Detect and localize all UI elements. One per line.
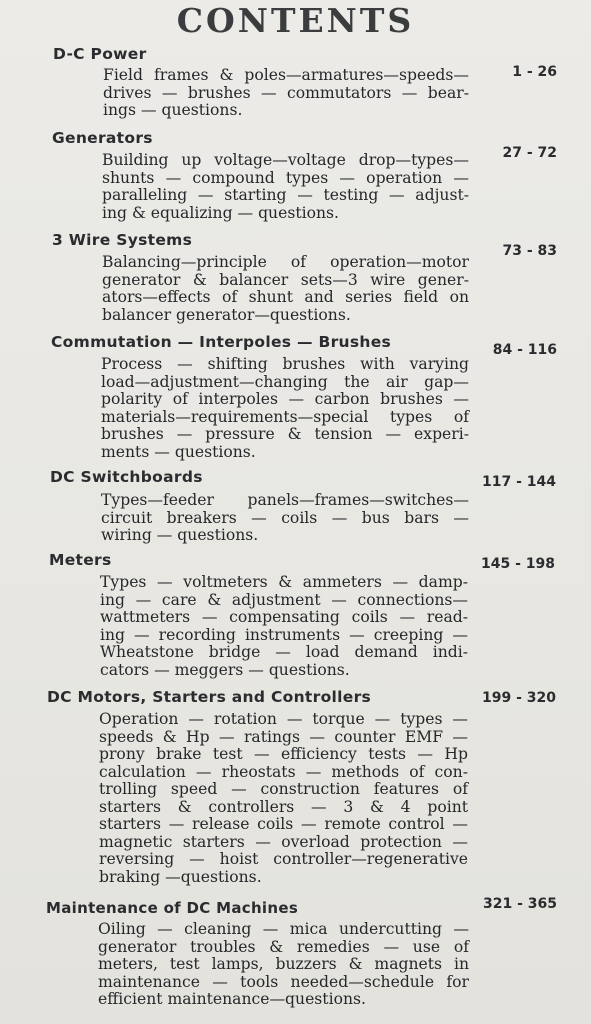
toc-line: generator troubles & remedies — use of [98, 937, 469, 956]
toc-line: Oiling — cleaning — mica undercutting — [98, 920, 469, 938]
toc-line: ators—effects of shunt and series field on [102, 288, 469, 306]
toc-line: trolling speed — construction features of [99, 780, 468, 798]
toc-line: magnetic starters — overload protection — [99, 832, 468, 851]
toc-description [98, 921, 469, 1009]
toc-line: maintenance — tools needed—schedule for [98, 972, 469, 991]
toc-line: efficient maintenance—questions. [98, 990, 366, 1008]
toc-page-range: 145 - 198 [480, 556, 555, 572]
toc-line: speeds & Hp — ratings — counter EMF — [99, 727, 468, 746]
toc-line: load—adjustment—changing the air gap— [101, 372, 469, 391]
toc-line: ing & equalizing — questions. [102, 203, 339, 222]
toc-description [100, 574, 468, 679]
toc-description [102, 152, 469, 222]
toc-description [101, 356, 469, 461]
toc-line: Operation — rotation — torque — types — [99, 710, 468, 728]
toc-line: ing — recording instruments — creeping — [100, 625, 468, 644]
toc-line: starters & controllers — 3 & 4 point [99, 797, 468, 816]
toc-heading: Maintenance of DC Machines [46, 899, 299, 917]
toc-page-range: 321 - 365 [482, 896, 557, 912]
toc-line: circuit breakers — coils — bus bars — [101, 508, 469, 527]
toc-line: brushes — pressure & tension — experi- [101, 425, 469, 443]
toc-line: starters — release coils — remote control — [99, 815, 468, 833]
toc-line: Process — shifting brushes with varying [101, 355, 469, 373]
toc-line: generator & balancer sets—3 wire gener- [102, 270, 469, 289]
toc-line: calculation — rheostats — methods of con- [99, 762, 468, 781]
toc-line: wattmeters — compensating coils — read- [100, 608, 468, 626]
toc-page-range: 117 - 144 [481, 474, 556, 490]
toc-line: Types — voltmeters & ammeters — damp- [100, 573, 468, 591]
toc-line: ments — questions. [101, 442, 256, 461]
toc-line: meters, test lamps, buzzers & magnets in [98, 955, 469, 973]
toc-line: polarity of interpoles — carbon brushes — [101, 390, 469, 408]
toc-line: ings — questions. [103, 101, 243, 119]
toc-line: Types—feeder panels—frames—switches— [101, 491, 469, 509]
toc-line: wiring — questions. [101, 526, 259, 544]
toc-page-range: 84 - 116 [492, 342, 557, 358]
toc-description [99, 711, 468, 886]
toc-line: braking —questions. [99, 867, 262, 886]
toc-heading: DC Motors, Starters and Controllers [47, 688, 372, 706]
page-title: CONTENTS [176, 1, 415, 40]
toc-page-range: 1 - 26 [512, 64, 557, 80]
toc-line: drives — brushes — commutators — bear- [103, 83, 469, 102]
toc-heading: Meters [49, 551, 112, 569]
toc-line: Balancing—principle of operation—motor [102, 253, 469, 271]
toc-heading: D-C Power [53, 45, 147, 63]
toc-line: materials—requirements—special types of [101, 407, 469, 426]
toc-line: ing — care & adjustment — connections— [100, 590, 468, 609]
toc-line: shunts — compound types — operation — [102, 168, 469, 187]
toc-description [103, 67, 469, 120]
toc-line: Building up voltage—voltage drop—types— [102, 151, 469, 169]
toc-description [101, 492, 469, 545]
toc-line: Field frames & poles—armatures—speeds— [103, 66, 469, 84]
toc-page-range: 73 - 83 [502, 243, 557, 259]
toc-heading: DC Switchboards [50, 468, 203, 486]
toc-line: cators — meggers — questions. [100, 660, 350, 679]
toc-description [102, 254, 469, 324]
toc-page-range: 199 - 320 [481, 690, 556, 706]
toc-heading: 3 Wire Systems [52, 231, 193, 249]
toc-line: balancer generator—questions. [102, 305, 351, 324]
toc-heading: Commutation — Interpoles — Brushes [51, 333, 392, 351]
toc-line: Wheatstone bridge — load demand indi- [100, 643, 468, 661]
toc-line: prony brake test — efficiency tests — Hp [99, 745, 468, 763]
toc-heading: Generators [52, 129, 153, 147]
toc-line: paralleling — starting — testing — adjust- [102, 186, 469, 204]
toc-page-range: 27 - 72 [502, 145, 557, 161]
toc-line: reversing — hoist controller—regenerative [99, 850, 468, 868]
